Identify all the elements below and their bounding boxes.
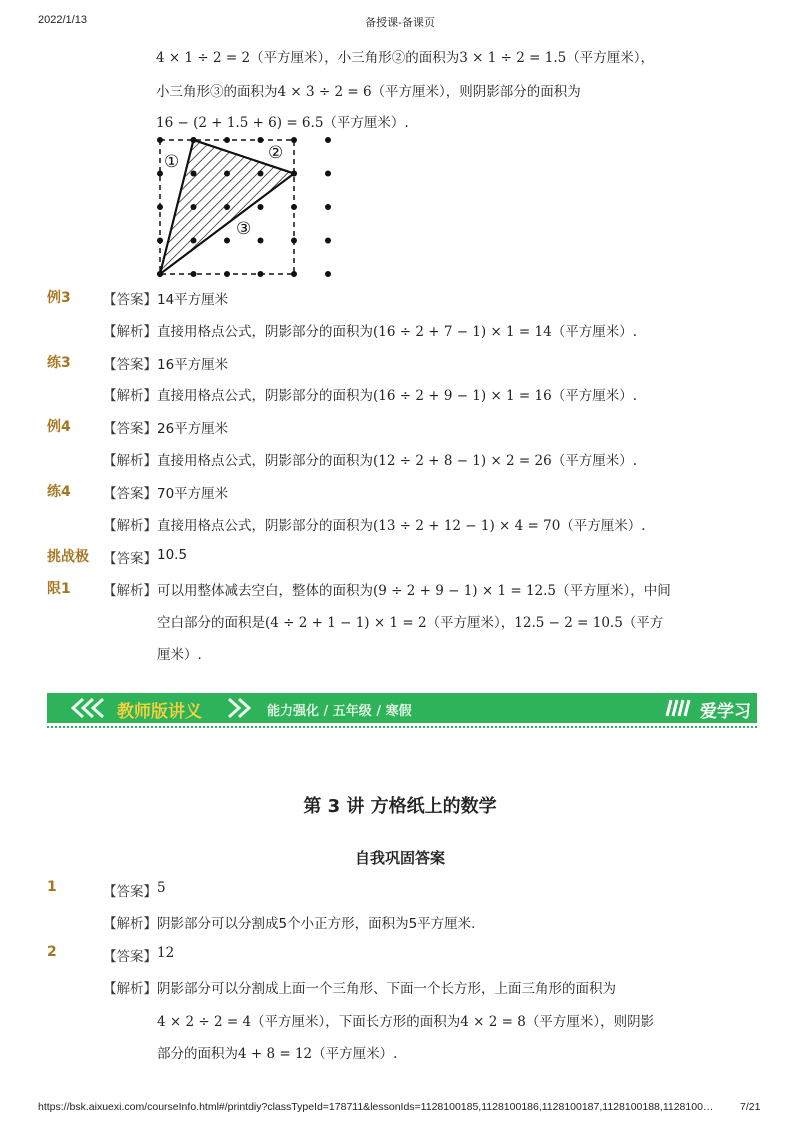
analysis-line-2: 空白部分的面积是(4 ÷ 2 + 1 − 1) × 1 = 2（平方厘米），12.5 − 2 = 10.5（平方 (157, 615, 664, 631)
analysis-line-1: 可以用整体减去空白，整体的面积为(9 ÷ 2 + 9 − 1) × 1 = 12.5（平方厘米），中间 (157, 583, 671, 599)
answer-tag: 【答案】 (103, 884, 157, 900)
chevron-left-icon (69, 697, 109, 719)
figure-label-1: ① (164, 152, 180, 172)
divider (47, 726, 757, 728)
header-title: 备授课-备课页 (365, 17, 435, 29)
analysis-line-3: 厘米）. (157, 647, 202, 663)
section-banner (47, 693, 757, 723)
banner-breadcrumb: 能力强化 / 五年级 / 寒假 (267, 704, 412, 719)
lecture-title: 第 3 讲 方格纸上的数学 (303, 796, 497, 817)
analysis-tag: 【解析】 (103, 916, 157, 932)
challenge-number-cont: 限1 (47, 581, 71, 597)
challenge-number: 挑战极 (47, 549, 89, 565)
header-date: 2022/1/13 (38, 14, 87, 26)
answer-tag: 【答案】 (103, 292, 157, 308)
analysis-text: 直接用格点公式，阴影部分的面积为(16 ÷ 2 + 9 − 1) × 1 = 16（平方厘米）. (157, 388, 638, 404)
answer-text: 12 (157, 945, 175, 961)
analysis-tag: 【解析】 (103, 453, 157, 469)
item-number: 例3 (47, 290, 71, 306)
item-number: 练4 (47, 484, 71, 500)
analysis-line-2: 4 × 2 ÷ 2 = 4（平方厘米），下面长方形的面积为4 × 2 = 8（平方厘米），则阴影 (157, 1014, 655, 1030)
analysis-tag: 【解析】 (103, 583, 157, 599)
analysis-text: 直接用格点公式，阴影部分的面积为(12 ÷ 2 + 8 − 1) × 2 = 26（平方厘米）. (157, 453, 638, 469)
analysis-text: 阴影部分可以分割成5个小正方形，面积为5平方厘米. (157, 916, 476, 932)
analysis-tag: 【解析】 (103, 324, 157, 340)
item-number: 练3 (47, 355, 71, 371)
chevron-right-icon (225, 697, 257, 719)
answer-tag: 【答案】 (103, 949, 157, 965)
intro-line-3: 16 − (2 + 1.5 + 6) = 6.5（平方厘米）. (156, 115, 409, 131)
analysis-tag: 【解析】 (103, 388, 157, 404)
banner-title: 教师版讲义 (117, 702, 202, 722)
answer-text: 16平方厘米 (157, 357, 229, 373)
answer-tag: 【答案】 (103, 357, 157, 373)
brand-logo: 爱学习 (700, 702, 751, 722)
answer-text: 10.5 (157, 547, 188, 563)
figure-label-2: ② (268, 143, 284, 163)
item-number: 例4 (47, 419, 71, 435)
item-number: 2 (47, 944, 57, 960)
grid-figure (150, 132, 340, 282)
analysis-line-3: 部分的面积为4 + 8 = 12（平方厘米）. (157, 1046, 398, 1062)
brand-logo-icon (665, 698, 691, 718)
answer-tag: 【答案】 (103, 486, 157, 502)
analysis-text: 直接用格点公式，阴影部分的面积为(16 ÷ 2 + 7 − 1) × 1 = 14（平方厘米）. (157, 324, 638, 340)
figure-label-3: ③ (236, 219, 252, 239)
intro-line-1: 4 × 1 ÷ 2 = 2（平方厘米），小三角形②的面积为3 × 1 ÷ 2 = 1.5（平方厘米）， (156, 50, 654, 66)
analysis-text: 直接用格点公式，阴影部分的面积为(13 ÷ 2 + 12 − 1) × 4 = 70（平方厘米）. (157, 518, 646, 534)
intro-line-2: 小三角形③的面积为4 × 3 ÷ 2 = 6（平方厘米），则阴影部分的面积为 (156, 84, 581, 100)
analysis-tag: 【解析】 (103, 518, 157, 534)
item-number: 1 (47, 879, 57, 895)
lecture-subtitle: 自我巩固答案 (354, 849, 445, 867)
page-number: 7/21 (740, 1101, 761, 1113)
answer-tag: 【答案】 (103, 551, 157, 567)
answer-tag: 【答案】 (103, 421, 157, 437)
answer-text: 26平方厘米 (157, 421, 229, 437)
answer-text: 14平方厘米 (157, 292, 229, 308)
analysis-tag: 【解析】 (103, 981, 157, 997)
footer-url[interactable]: https://bsk.aixuexi.com/courseInfo.html#/printdiy?classTypeId=178711&lessonIds=1128100185,1128100186,1128100187,1128100188,1128100… (38, 1101, 714, 1113)
answer-text: 5 (157, 880, 166, 896)
analysis-line-1: 阴影部分可以分割成上面一个三角形、下面一个长方形，上面三角形的面积为 (157, 981, 616, 997)
answer-text: 70平方厘米 (157, 486, 229, 502)
